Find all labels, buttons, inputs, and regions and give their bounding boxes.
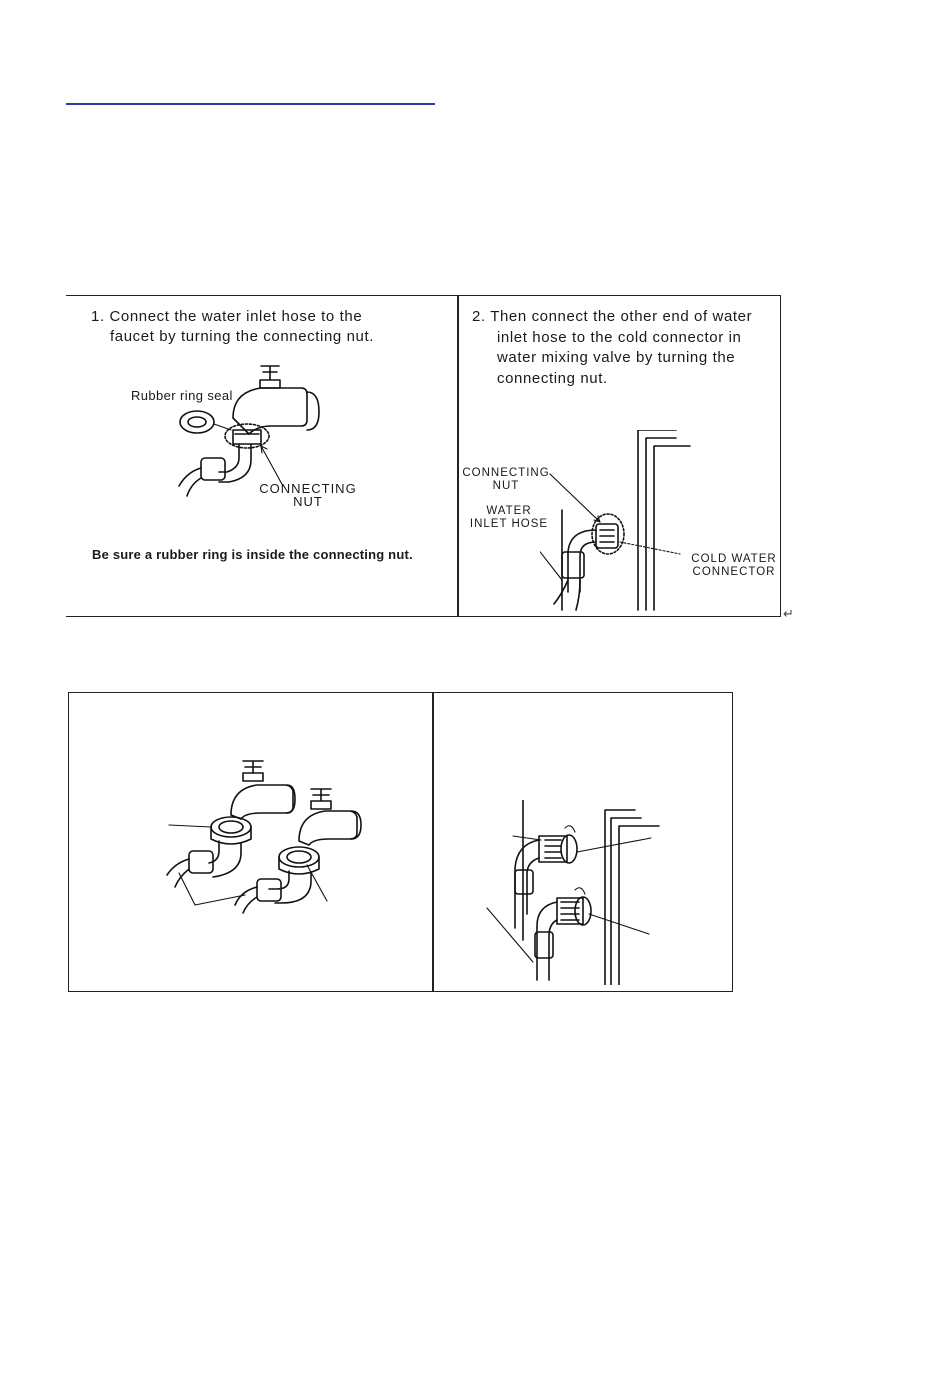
- step-2-line-2: inlet hose to the cold connector in: [497, 329, 742, 346]
- connecting-nut-label-2-line-2: NUT: [492, 480, 520, 492]
- mixing-valve-icon: [540, 430, 700, 615]
- rubber-ring-label: Rubber ring seal: [131, 388, 233, 403]
- step-2-line-4: connecting nut.: [497, 370, 608, 387]
- step-2-line-1: 2. Then connect the other end of water: [472, 308, 753, 325]
- connecting-nut-label-line-2: NUT: [293, 494, 323, 509]
- return-mark: ↵: [783, 606, 794, 621]
- step-1-line-1: 1. Connect the water inlet hose to the: [91, 308, 363, 325]
- cold-water-connector-label-line-1: COLD WATER: [691, 553, 777, 565]
- two-connectors-icon: [485, 800, 665, 985]
- faucet-icon: [175, 358, 335, 498]
- rubber-ring-note: Be sure a rubber ring is inside the connecting nut.: [92, 547, 413, 562]
- header-underline: [66, 103, 435, 105]
- step-2-line-3: water mixing valve by turning the: [497, 349, 736, 366]
- two-faucets-icon: [165, 755, 375, 915]
- table-2-divider: [432, 692, 434, 992]
- table-1-divider: [457, 295, 459, 617]
- cold-water-connector-label-line-2: CONNECTOR: [692, 566, 776, 578]
- connecting-nut-label-2-line-1: CONNECTING: [462, 467, 550, 479]
- connecting-nut-label-line-1: CONNECTING: [259, 481, 357, 496]
- step-1-line-2: faucet by turning the connecting nut.: [110, 328, 375, 345]
- water-inlet-hose-label-line-1: WATER: [486, 505, 532, 517]
- water-inlet-hose-label-line-2: INLET HOSE: [469, 518, 549, 530]
